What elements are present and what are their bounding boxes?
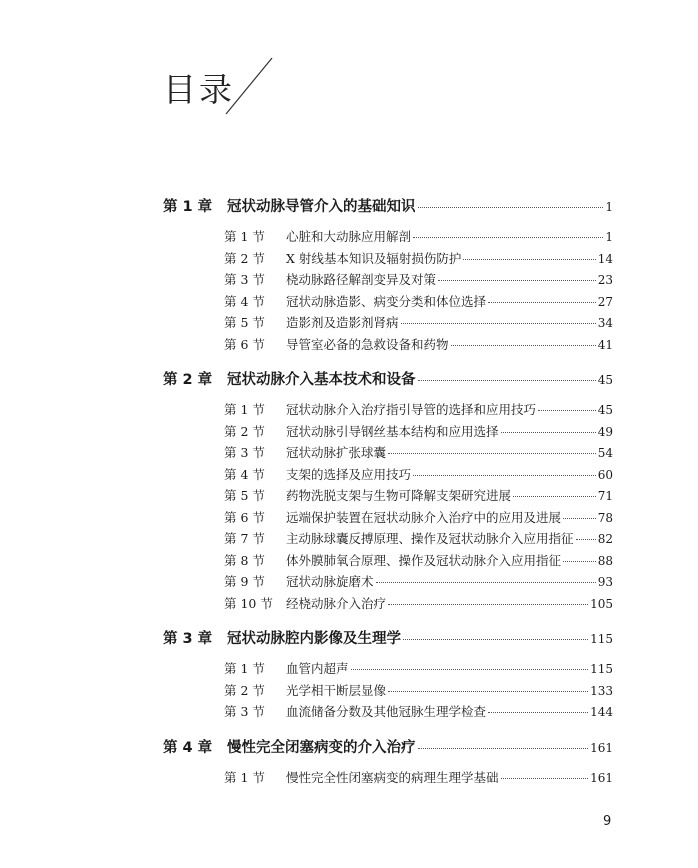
section-title: 主动脉球囊反搏原理、操作及冠状动脉介入应用指征 <box>286 531 574 546</box>
section-page: 115 <box>590 662 613 676</box>
section-page: 133 <box>590 683 613 698</box>
toc-section-entry[interactable] <box>163 572 613 594</box>
toc-section-entry[interactable] <box>163 551 613 573</box>
section-page: 14 <box>597 251 613 266</box>
section-number: 第 8 节 <box>224 552 265 568</box>
chapter-number: 第 1 章 <box>163 199 213 215</box>
section-title: 冠状动脉旋磨术 <box>286 574 374 589</box>
section-number: 第 9 节 <box>224 574 265 589</box>
section-number: 第 6 节 <box>224 336 265 352</box>
section-page: 144 <box>590 705 613 719</box>
dot-leader <box>418 748 589 749</box>
dot-leader <box>418 207 604 208</box>
section-number: 第 1 节 <box>224 402 265 417</box>
table-of-contents <box>163 195 613 789</box>
section-page: 45 <box>597 403 613 417</box>
section-number: 第 1 节 <box>224 229 265 244</box>
chapter-page: 45 <box>597 373 613 387</box>
dot-leader <box>488 302 596 303</box>
section-page: 1 <box>605 230 613 244</box>
dot-leader <box>451 345 596 346</box>
section-page: 71 <box>597 489 613 503</box>
section-page: 27 <box>597 294 613 309</box>
section-title: 体外膜肺氧合原理、操作及冠状动脉介入应用指征 <box>286 552 562 568</box>
page-title: 目录 <box>163 70 235 109</box>
section-page: 161 <box>590 770 613 785</box>
chapter-number: 第 2 章 <box>163 372 213 388</box>
section-number: 第 6 节 <box>224 509 265 525</box>
section-title: 血流储备分数及其他冠脉生理学检查 <box>286 704 487 719</box>
dot-leader <box>563 561 596 562</box>
section-number: 第 5 节 <box>224 488 265 503</box>
section-title: 冠状动脉介入治疗指引导管的选择和应用技巧 <box>286 402 537 417</box>
dot-leader <box>501 432 596 433</box>
section-page: 60 <box>597 467 613 482</box>
dot-leader <box>463 259 595 260</box>
dot-leader <box>438 280 596 281</box>
toc-section-entry[interactable] <box>163 681 613 703</box>
chapter-title: 冠状动脉导管介入的基础知识 <box>227 199 416 215</box>
dot-leader <box>388 453 596 454</box>
toc-chapter-entry[interactable] <box>163 736 613 758</box>
toc-chapter-entry[interactable] <box>163 627 613 649</box>
dot-leader <box>376 582 596 583</box>
section-title: X 射线基本知识及辐射损伤防护 <box>286 250 462 266</box>
dot-leader <box>501 778 589 779</box>
dot-leader <box>388 604 588 605</box>
dot-leader <box>418 380 596 381</box>
section-number: 第 4 节 <box>224 466 265 482</box>
section-page: 82 <box>597 532 613 546</box>
toc-section-entry[interactable] <box>163 422 613 444</box>
section-number: 第 1 节 <box>224 661 265 676</box>
section-page: 88 <box>597 553 613 568</box>
chapter-page: 115 <box>590 632 613 646</box>
section-page: 34 <box>597 316 613 330</box>
dot-leader <box>413 475 596 476</box>
section-number: 第 2 节 <box>224 682 265 698</box>
section-title: 心脏和大动脉应用解剖 <box>286 229 412 244</box>
toc-section-entry[interactable] <box>163 529 613 551</box>
section-number: 第 5 节 <box>224 315 265 330</box>
dot-leader <box>538 410 596 411</box>
chapter-page: 161 <box>590 740 613 755</box>
section-title: 血管内超声 <box>286 661 349 676</box>
dot-leader <box>413 237 603 238</box>
section-number: 第 7 节 <box>224 531 265 546</box>
toc-section-entry[interactable] <box>163 594 613 616</box>
toc-section-entry[interactable] <box>163 768 613 790</box>
toc-section-entry[interactable] <box>163 659 613 681</box>
chapter-number: 第 4 章 <box>163 739 213 756</box>
section-number: 第 2 节 <box>224 423 265 439</box>
section-page: 93 <box>597 575 613 589</box>
chapter-title: 冠状动脉腔内影像及生理学 <box>227 631 401 647</box>
section-title: 桡动脉路径解剖变异及对策 <box>286 272 437 287</box>
toc-section-entry[interactable] <box>163 292 613 314</box>
dot-leader <box>563 518 596 519</box>
section-page: 23 <box>597 273 613 287</box>
section-page: 54 <box>597 446 613 460</box>
toc-section-entry[interactable] <box>163 270 613 292</box>
section-page: 49 <box>597 424 613 439</box>
chapter-title: 慢性完全闭塞病变的介入治疗 <box>227 739 416 756</box>
section-title: 导管室必备的急救设备和药物 <box>286 336 449 352</box>
toc-section-entry[interactable] <box>163 486 613 508</box>
toc-section-entry[interactable] <box>163 702 613 724</box>
chapter-title: 冠状动脉介入基本技术和设备 <box>227 372 416 388</box>
chapter-number: 第 3 章 <box>163 631 213 647</box>
dot-leader <box>488 712 588 713</box>
section-title: 慢性完全性闭塞病变的病理生理学基础 <box>286 769 499 785</box>
section-number: 第 2 节 <box>224 250 265 266</box>
section-title: 冠状动脉扩张球囊 <box>286 445 387 460</box>
section-title: 冠状动脉造影、病变分类和体位选择 <box>286 293 487 309</box>
section-title: 光学相干断层显像 <box>286 682 387 698</box>
section-title: 药物洗脱支架与生物可降解支架研究进展 <box>286 488 512 503</box>
chapter-page: 1 <box>605 200 613 214</box>
toc-section-entry[interactable] <box>163 335 613 357</box>
section-page: 105 <box>590 596 613 611</box>
section-title: 造影剂及造影剂肾病 <box>286 315 399 330</box>
dot-leader <box>403 639 588 640</box>
section-number: 第 4 节 <box>224 293 265 309</box>
toc-section-entry[interactable] <box>163 249 613 271</box>
section-number: 第 10 节 <box>224 595 273 611</box>
dot-leader <box>576 539 596 540</box>
section-page: 78 <box>597 510 613 525</box>
toc-chapter-entry[interactable] <box>163 195 613 217</box>
page-number: 9 <box>603 814 612 829</box>
toc-section-entry[interactable] <box>163 443 613 465</box>
dot-leader <box>513 496 596 497</box>
toc-chapter-entry[interactable] <box>163 368 613 390</box>
title-slash-decoration <box>224 56 274 116</box>
section-title: 支架的选择及应用技巧 <box>286 466 412 482</box>
toc-section-entry[interactable] <box>163 400 613 422</box>
dot-leader <box>401 323 596 324</box>
section-title: 远端保护装置在冠状动脉介入治疗中的应用及进展 <box>286 509 562 525</box>
section-number: 第 3 节 <box>224 704 265 719</box>
section-title: 冠状动脉引导钢丝基本结构和应用选择 <box>286 423 499 439</box>
section-page: 41 <box>597 337 613 352</box>
toc-section-entry[interactable] <box>163 508 613 530</box>
dot-leader <box>351 669 589 670</box>
section-title: 经桡动脉介入治疗 <box>286 595 387 611</box>
section-number: 第 3 节 <box>224 272 265 287</box>
dot-leader <box>388 691 588 692</box>
section-number: 第 3 节 <box>224 445 265 460</box>
toc-section-entry[interactable] <box>163 465 613 487</box>
toc-section-entry[interactable] <box>163 313 613 335</box>
section-number: 第 1 节 <box>224 769 265 785</box>
toc-section-entry[interactable] <box>163 227 613 249</box>
